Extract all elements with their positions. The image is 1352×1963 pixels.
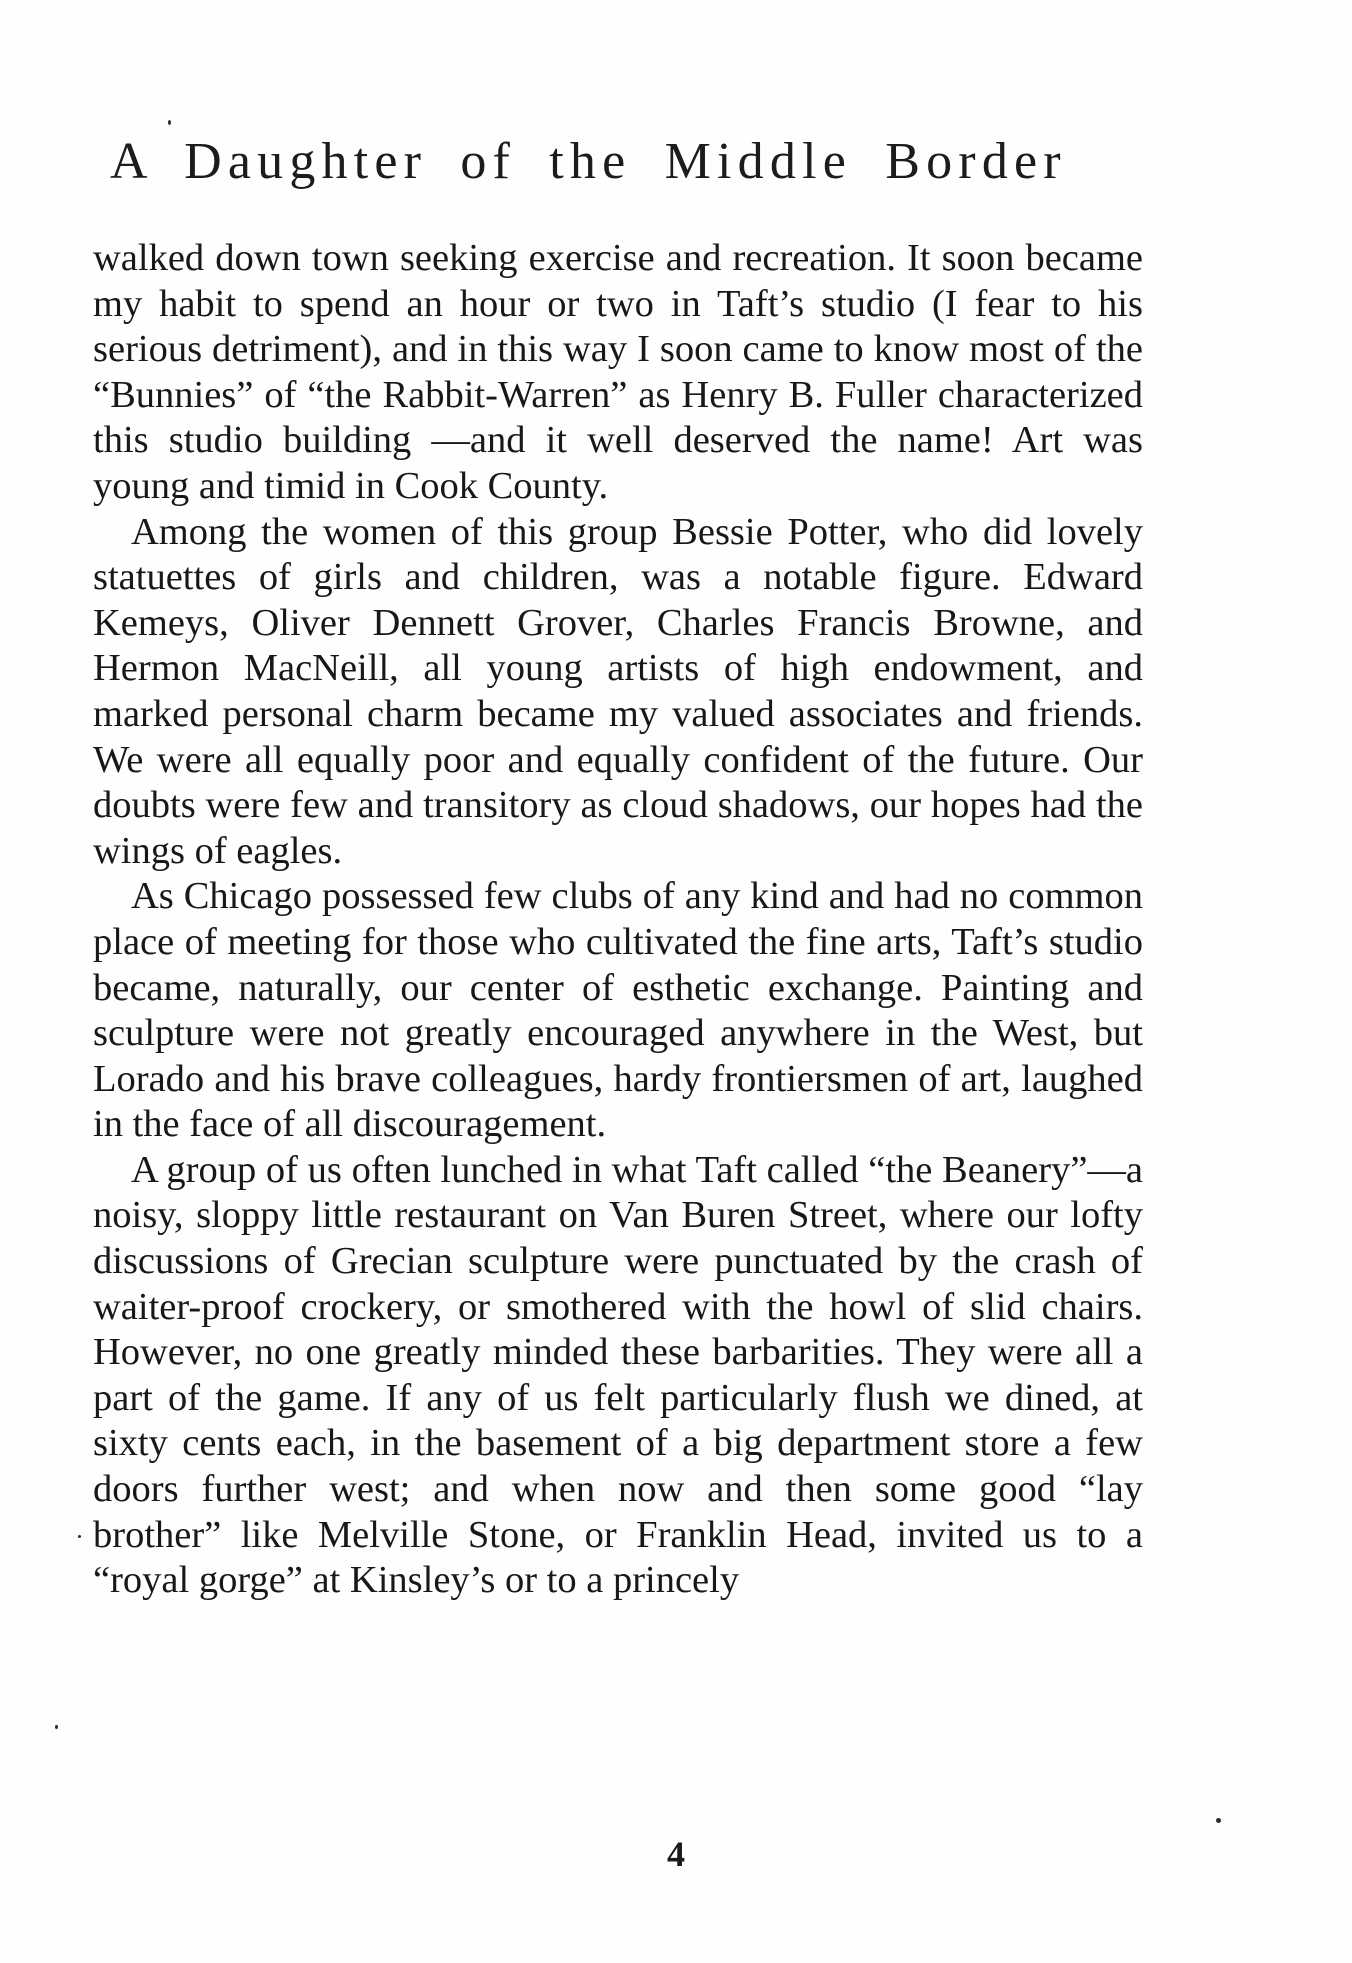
paragraph-1: walked down town seeking exercise and recreation. It soon became my habit to spend an hour or two in Taft’s studio (I fear to his serious detriment), and in this way I soon came to know most of the “Bunnies” of “the Rabbit-Warren” as Henry B. Fuller characterized this studio building —and it well deserved the name! Art was young and timid in Cook County. bbox=[93, 237, 1143, 507]
paragraph-4: A group of us often lunched in what Taft called “the Beanery”—a noisy, sloppy little restaurant on Van Buren Street, where our lofty discussions of Grecian sculpture were punctuated by the crash of waiter-proof crockery, or smothered with the howl of slid chairs. However, no one greatly minded these barbarities. They were all a part of the game. If any of us felt particularly flush we dined, at sixty cents each, in the basement of a big department store a few doors further west; and when now and then some good “lay brother” like Melville Stone, or Franklin Head, invited us to a “royal gorge” at Kinsley’s or to a princely bbox=[93, 1148, 1143, 1602]
running-head: A Daughter of the Middle Border bbox=[110, 133, 1067, 190]
paragraph-3: As Chicago possessed few clubs of any kind and had no common place of meeting for those who cultivated the fine arts, Taft’s studio became, naturally, our center of esthetic exchange. Painting and sculpture were not greatly encouraged anywhere in the West, but Lorado and his brave colleagues, hardy frontiersmen of art, laughed in the face of all discouragement. bbox=[93, 875, 1143, 1146]
paragraph-2: Among the women of this group Bessie Potter, who did lovely statuettes of girls and children, was a notable figure. Edward Kemeys, Oliver Dennett Grover, Charles Francis Browne, and Hermon MacNeill, all young artists of high endowment, and marked personal charm became my valued associates and friends. We were all equally poor and equally confident of the future. Our doubts were few and transitory as cloud shadows, our hopes had the wings of eagles. bbox=[93, 510, 1143, 872]
page-number: 4 bbox=[667, 1834, 685, 1874]
scan-speck bbox=[55, 1725, 58, 1729]
scan-speck bbox=[168, 120, 171, 125]
scan-speck bbox=[1216, 1818, 1221, 1823]
scan-speck bbox=[78, 1535, 81, 1538]
body-text bbox=[93, 236, 1143, 1604]
